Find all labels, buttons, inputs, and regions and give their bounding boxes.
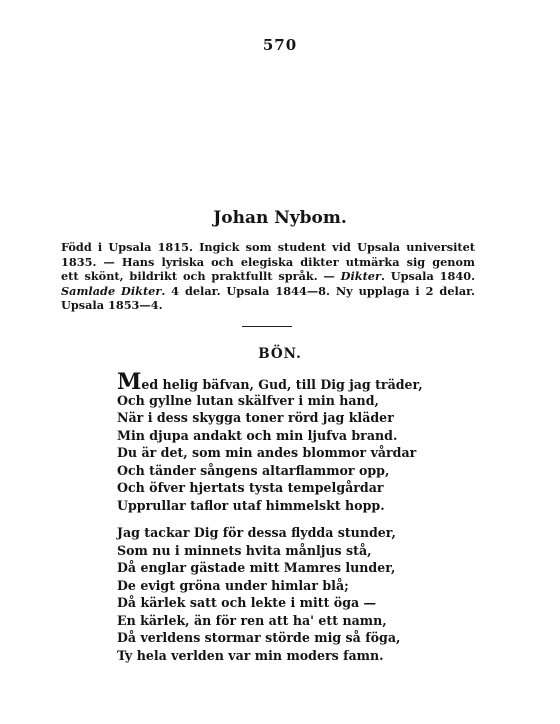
poem-verse: De evigt gröna under himlar blå;	[117, 577, 349, 593]
bio-line: Född i Upsala 1815. Ingick som student vid Upsala universitet	[61, 240, 475, 254]
drop-cap: M	[117, 369, 142, 395]
bio-line	[61, 269, 475, 284]
author-biography	[61, 240, 475, 313]
page-number: 570	[262, 36, 298, 54]
poem-verse: Då kärlek satt och lekte i mitt öga —	[117, 595, 377, 610]
verse-text: ed helig bäfvan, Gud, till Dig jag träder,	[141, 377, 423, 392]
poem-stanza	[117, 524, 400, 664]
author-heading: Johan Nybom.	[213, 208, 347, 228]
poem-verse: Du är det, som min andes blommor vårdar	[117, 445, 417, 460]
poem-verse: Upprullar taflor utaf himmelskt hopp.	[117, 497, 385, 513]
poem-verse: Jag tackar Dig för dessa flydda stunder,	[117, 525, 396, 540]
poem-stanza	[117, 369, 423, 514]
poem-verse: Och tänder sångens altarflammor opp,	[117, 462, 390, 478]
poem-verse: Och gyllne lutan skälfver i min hand,	[117, 392, 379, 408]
poem-verse: Som nu i minnets hvita månljus stå,	[117, 542, 372, 558]
poem-verse: När i dess skygga toner rörd jag kläder	[117, 410, 394, 425]
bio-text: ett skönt, bildrikt och praktfullt språk. —	[61, 269, 341, 283]
poem-verse: Då englar gästade mitt Mamres lunder,	[117, 560, 396, 575]
section-divider	[242, 326, 292, 327]
poem-verse: Och öfver hjertats tysta tempelgårdar	[117, 480, 384, 495]
bio-line: 1835. — Hans lyriska och elegiska dikter utmärka sig genom	[61, 254, 475, 269]
bio-line: Upsala 1853—4.	[61, 298, 163, 312]
poem-verse: Då verldens stormar störde mig så föga,	[117, 630, 401, 645]
poem-title: BÖN.	[258, 346, 302, 362]
bio-italic-title: Samlade Dikter	[61, 283, 162, 298]
poem-verse	[117, 369, 423, 395]
poem-verse: En kärlek, än för ren att ha' ett namn,	[117, 612, 387, 628]
bio-line	[61, 284, 475, 299]
bio-text: . Upsala 1840.	[380, 269, 476, 283]
poem-verse: Ty hela verlden var min moders famn.	[117, 647, 384, 663]
bio-text: . 4 delar. Upsala 1844—8. Ny upplaga i 2 delar.	[161, 283, 475, 298]
poem-verse: Min djupa andakt och min ljufva brand.	[117, 427, 398, 443]
bio-italic-title: Dikter	[340, 269, 381, 283]
